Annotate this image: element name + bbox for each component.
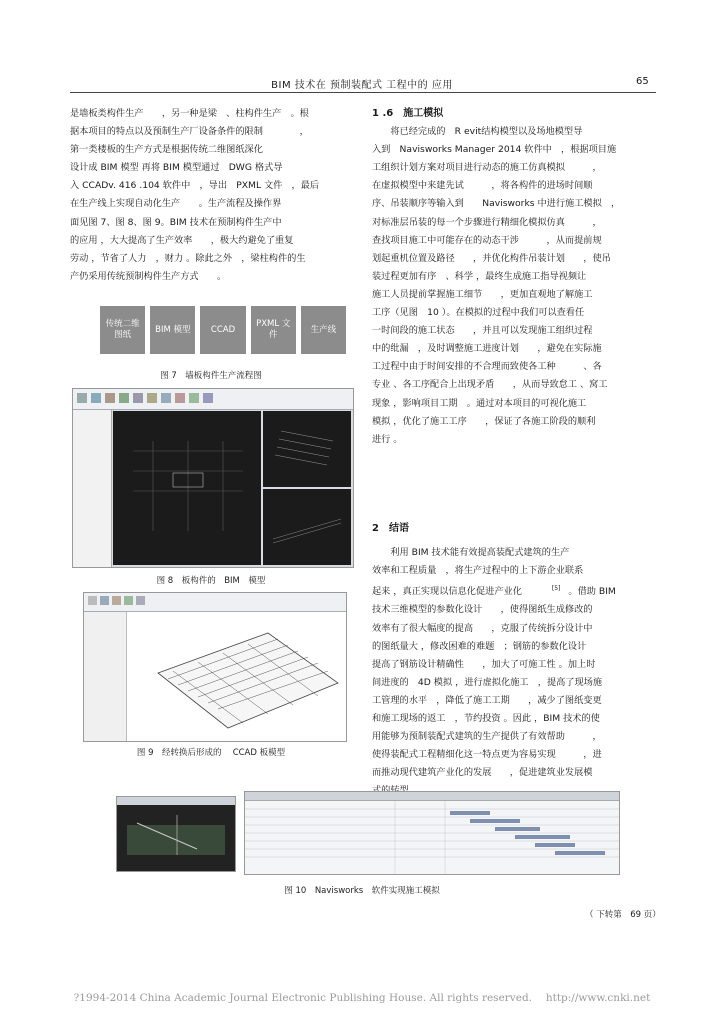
text-line: 效率和工程质量 ，将生产过程中的上下游企业联系 — [372, 565, 584, 577]
text-line: 入到 Navisworks Manager 2014 软件中 ，根据项目施 — [372, 144, 617, 156]
section-2 — [372, 520, 657, 800]
figure-8-caption: 图 8 板构件的 BIM 模型 — [156, 576, 266, 586]
section-drawing — [263, 489, 351, 565]
flow-step: BIM 模型 — [150, 306, 195, 354]
figure-8-bim-screenshot — [72, 388, 354, 568]
text-line: 中的纰漏 ，及时调整施工进度计划 ，避免在实际施 — [372, 343, 602, 355]
flow-step: 生产线 — [301, 306, 346, 354]
ccad-toolbar — [84, 593, 346, 612]
text-line: 工组织计划方案对项目进行动态的施工仿真模拟 ， — [372, 162, 602, 174]
text-line: 模拟 ，优化了施工工序 ，保证了各施工阶段的顺利 — [372, 415, 596, 427]
text-line: 据本项目的特点以及预制生产厂设备条件的限制 ， — [70, 126, 309, 138]
text-line: 序、吊装顺序等输入到 Navisworks 中进行施工模拟 ， — [372, 198, 621, 210]
text-line: 查找项目施工中可能存在的动态干涉 ，从而提前规 — [372, 234, 602, 246]
text-line: 划起重机位置及路径 ，并优化构件吊装计划 ，使吊 — [372, 252, 611, 264]
flow-step: 传统二维图纸 — [100, 306, 145, 354]
running-title: BIM 技术在 预制装配式 工程中的 应用 — [271, 80, 453, 91]
left-column-text — [70, 105, 352, 286]
page-number: 65 — [636, 76, 649, 87]
figure-7-caption: 图 7 墙板构件生产流程图 — [160, 371, 262, 381]
text-line: 利用 BIM 技术能有效提高装配式建筑的生产 — [372, 547, 570, 559]
text-line-part: 。借助 BIM — [568, 586, 616, 598]
ribbon-toolbar — [73, 389, 353, 410]
figure-9-ccad-screenshot — [83, 592, 347, 742]
text-line — [372, 580, 657, 601]
text-line: 装过程更加有序 、科学 ，最终生成施工指导视频让 — [372, 270, 587, 282]
text-line: 第一类楼板的生产方式是根据传统二维图纸深化 — [70, 144, 263, 156]
text-line: 劳动 ，节省了人力 ，财力 。除此之外 ，梁柱构件的生 — [70, 252, 306, 264]
text-line: 对标准层吊装的每一个步骤进行精细化模拟仿真 ， — [372, 216, 602, 228]
text-line: 施工人员提前掌握施工细节 ，更加直观地了解施工 — [372, 288, 593, 300]
continuation-note: （ 下转第 69 页） — [585, 910, 661, 920]
text-line: 进行 。 — [372, 433, 403, 445]
ccad-slab-model — [128, 613, 344, 739]
text-line: 产仍采用传统预制构件生产方式 。 — [70, 270, 227, 282]
text-line: 是墙板类构件生产 ，另一种是梁 、柱构件生产 。根 — [70, 108, 309, 119]
text-line: 效率有了很大幅度的提高 ，克服了传统拆分设计中 — [372, 622, 593, 634]
figure-10-viewport-screenshot — [116, 796, 236, 872]
text-line: 和施工现场的返工 ，节约投资 。因此 ，BIM 技术的使 — [372, 713, 600, 724]
ccad-toolbar-icons — [84, 593, 346, 611]
plan-view-viewport — [113, 411, 261, 565]
viewport-scene — [117, 805, 235, 871]
section-heading: 2 结语 — [372, 523, 409, 534]
text-line: 提高了钢筋设计精确性 ，加大了可施工性 。加上时 — [372, 658, 596, 670]
toolbar-icons — [73, 389, 353, 409]
text-line: 在虚拟模型中来建先试 ，将各构件的进场时间顺 — [372, 180, 593, 192]
text-line: 面见图 7、图 8、图 9。BIM 技术在预制构件生产中 — [70, 216, 282, 228]
text-line: 一时间段的施工状态 ，并且可以发现施工组织过程 — [372, 325, 593, 337]
timeliner-gantt — [245, 801, 619, 875]
viewport-titlebar — [117, 797, 235, 805]
ccad-side-panel — [84, 612, 127, 741]
text-line: 将已经完成的 R evit结构模型以及场地模型导 — [372, 126, 583, 138]
figure-10-caption: 图 10 Navisworks 软件实现施工模拟 — [284, 886, 440, 896]
flow-step: CCAD — [200, 306, 245, 354]
text-line: 技术三维模型的参数化设计 ，使得图纸生成修改的 — [372, 604, 593, 616]
flow-step: PXML 文件 — [251, 306, 296, 354]
3d-view-viewport — [263, 411, 351, 487]
text-line: 而推动现代建筑产业化的发展 ，促进建筑业发展模 — [372, 767, 593, 779]
text-line: 用能够为预制装配式建筑的生产提供了有效帮助 ， — [372, 731, 602, 743]
figure-9-caption: 图 9 经转换后形成的 CCAD 板模型 — [136, 748, 286, 758]
text-line: 间进度的 4D 模拟 ，进行虚拟化施工 ，提高了现场施 — [372, 676, 603, 688]
text-line: 工过程中由于时间安排的不合理而致使各工种 、各 — [372, 361, 602, 373]
header-rule — [70, 92, 656, 93]
timeliner-toolbar — [245, 792, 619, 801]
text-line: 使得装配式工程精细化这一特点更为容易实现 ，进 — [372, 749, 602, 761]
text-line: 工管理的水平 ，降低了施工工期 ，减少了图纸变更 — [372, 694, 602, 706]
text-line: 在生产线上实现自动化生产 。生产流程及操作界 — [70, 198, 282, 210]
section-1-6 — [372, 105, 657, 449]
plan-view-drawing — [113, 411, 261, 565]
section-view-viewport — [263, 489, 351, 565]
section-heading: 1 .6 施工模拟 — [372, 108, 444, 119]
text-line: 的应用 ，大大提高了生产效率 ，极大约避免了重复 — [70, 234, 294, 246]
copyright-line: ?1994-2014 China Academic Journal Electronic Publishing House. All rights reserved. http://www.cnki.net — [73, 992, 651, 1004]
citation-marker: [5] — [551, 585, 561, 593]
text-line-part: 起来 ，真正实现以信息化促进产业化 — [372, 586, 522, 598]
figure-10-timeliner-screenshot — [244, 791, 620, 875]
project-browser-panel — [73, 410, 112, 567]
text-line: 现象 ，影响项目工期 。通过对本项目的可视化施工 — [372, 397, 587, 409]
text-line: 入 CCADv. 416 .104 软件中 ，导出 PXML 文件 ，最后 — [70, 180, 320, 192]
3d-slab-drawing — [263, 411, 351, 487]
text-line: 设计成 BIM 模型 再将 BIM 模型通过 DWG 格式导 — [70, 162, 283, 174]
text-line: 工序（见图 10 ）。在模拟的过程中我们可以查看任 — [372, 307, 585, 319]
text-line: 的图纸量大 ，修改困难的难题 ；钢筋的参数化设计 — [372, 640, 587, 652]
production-flowchart — [100, 306, 346, 354]
text-line: 专业 、各工序配合上出现矛盾 ，从而导致怠工 、窝工 — [372, 379, 608, 391]
